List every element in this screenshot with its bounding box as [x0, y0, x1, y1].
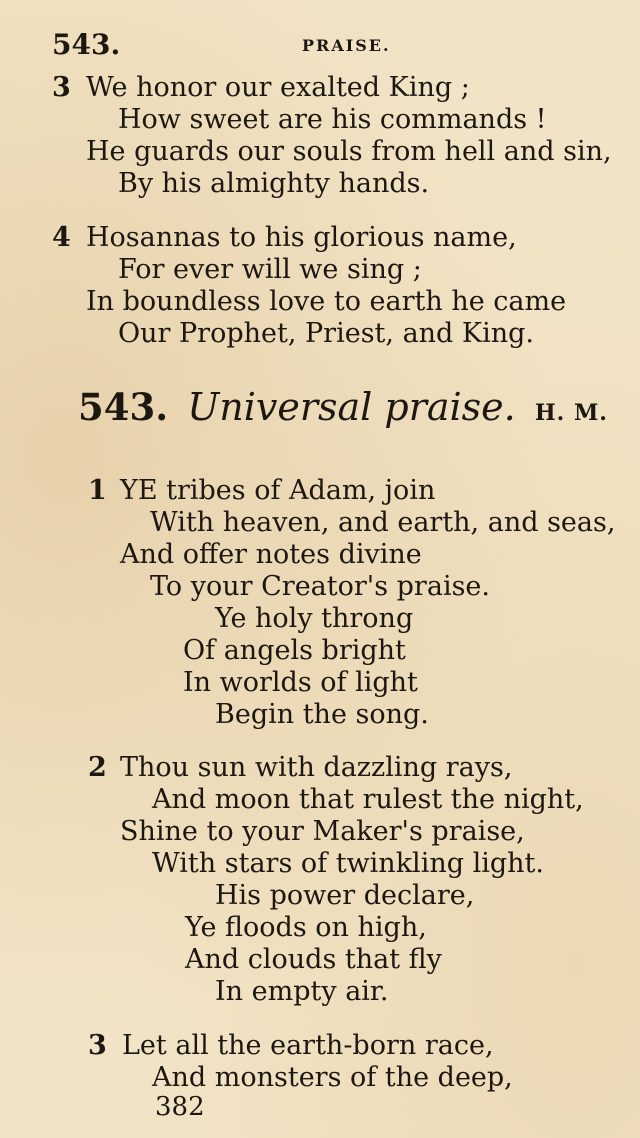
hymn-meter: H. M. — [534, 400, 608, 426]
verse-line: By his almighty hands. — [118, 168, 430, 199]
verse-line — [52, 72, 470, 104]
verse-line: Shine to your Maker's praise, — [120, 816, 525, 847]
verse-line: Our Prophet, Priest, and King. — [118, 318, 534, 349]
verse-line — [88, 475, 435, 507]
verse-number: 4 — [52, 222, 71, 253]
verse-line: How sweet are his commands ! — [118, 104, 547, 135]
verse-number: 3 — [88, 1030, 107, 1061]
header-hymn-number: 543. — [52, 28, 121, 61]
verse-line: In boundless love to earth he came — [86, 286, 567, 317]
verse-line-text: Thou sun with dazzling rays, — [120, 752, 513, 783]
verse-line-text: YE tribes of Adam, join — [120, 475, 436, 506]
hymn-heading — [78, 385, 638, 435]
verse-line: With stars of twinkling light. — [152, 848, 544, 879]
verse-line: And moon that rulest the night, — [152, 784, 584, 815]
verse-line — [88, 752, 512, 784]
hymn-title: Universal praise. — [187, 385, 516, 429]
section-title: PRAISE. — [302, 36, 391, 55]
verse-line: Ye floods on high, — [185, 912, 427, 943]
verse-line: In empty air. — [215, 976, 389, 1007]
verse-line: With heaven, and earth, and seas, — [150, 507, 616, 538]
verse-line — [52, 222, 517, 254]
verse-line: Ye holy throng — [215, 603, 414, 634]
verse-number: 1 — [88, 475, 107, 506]
verse-line-text: Hosannas to his glorious name, — [86, 222, 517, 253]
verse-line: To your Creator's praise. — [150, 571, 490, 602]
verse-number: 3 — [52, 72, 71, 103]
verse-line: He guards our souls from hell and sin, — [86, 136, 612, 167]
verse-line-text: Let all the earth-born race, — [122, 1030, 494, 1061]
hymn-number: 543. — [78, 385, 169, 429]
verse-line: And monsters of the deep, — [152, 1062, 513, 1093]
verse-line: And offer notes divine — [120, 539, 422, 570]
verse-line: Of angels bright — [183, 635, 406, 666]
verse-line: His power declare, — [215, 880, 475, 911]
verse-line — [88, 1030, 494, 1062]
verse-line-text: We honor our exalted King ; — [86, 72, 470, 103]
verse-line: And clouds that fly — [185, 944, 442, 975]
verse-line: Begin the song. — [215, 699, 429, 730]
folio-page-number: 382 — [155, 1092, 205, 1122]
verse-number: 2 — [88, 752, 107, 783]
running-head — [52, 28, 592, 62]
verse-line: In worlds of light — [183, 667, 418, 698]
verse-line: For ever will we sing ; — [118, 254, 422, 285]
